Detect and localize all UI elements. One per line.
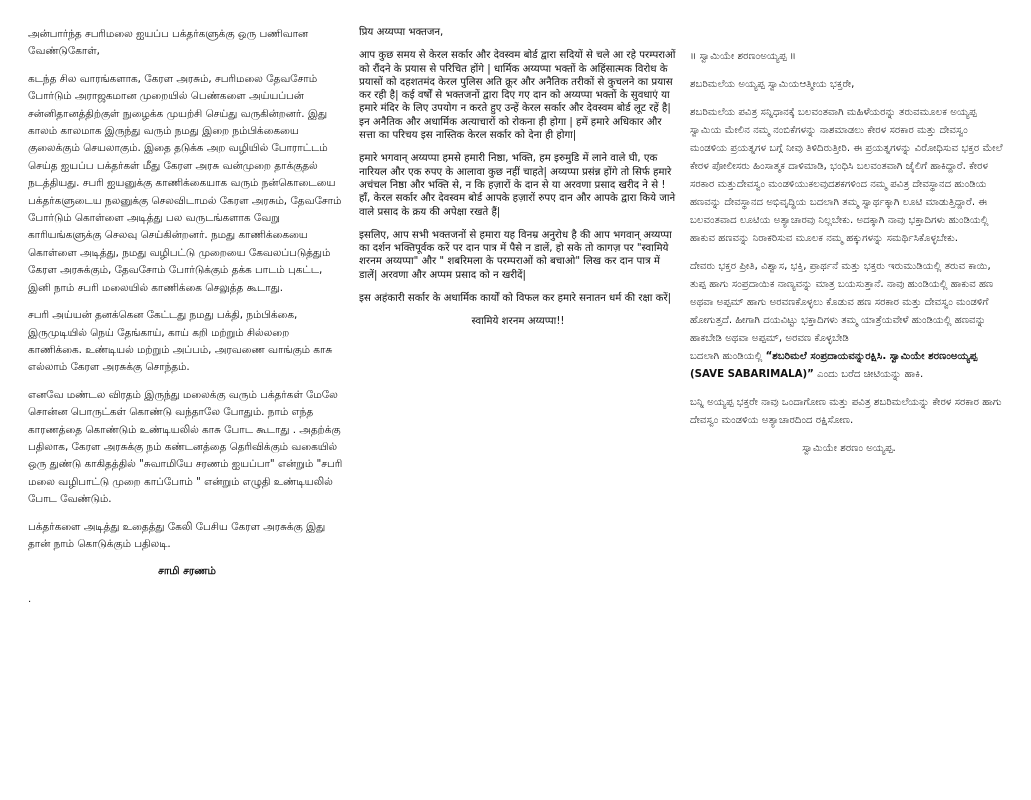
hindi-paragraph-2: हमारे भगवान् अय्यप्पा हमसे हमारी निष्ठा, भक्ति, हम इरुमुडि में लाने वाले घी, एक नारियल और एक रुपए के आलावा कुछ नहीं चाहते| अय्यप्पा प्रसंन्न होंगे तो सिर्फ हमारे अचंचल निष्ठा और भक्ति से, न कि हज़ारों के दान से या अरवणा प्रसाद खरीद ने से ! हाँ, केरल सर्कार और देवस्वम बोर्ड आपके हज़ारों रुपए दान और आपके द्वारा किये जाने वाले प्रसाद के क्रय की अपेक्षा रखते हैं| [359, 153, 676, 218]
tamil-paragraph-1: கடந்த சில வாரங்களாக, கேரள அரசும், சபரிமலை தேவசோம் போர்டும் அராஜகமான முறையில் பெண்களை அய்யப்பன் சன்னிதானத்திற்குள் நுழைக்க முயற்சி செய்து வருகின்றனர். இது காலம் காலமாக இருந்து வரும் நமது இறை நம்பிக்கையை குலைக்கும் செயலாகும். இதை தடுக்க அற வழியில் போராட்டம் செய்த ஐயப்ப பக்தர்கள் மீது கேரள அரசு வன்முறை தாக்குதல் நடத்தியது. சபரி ஐயனுக்கு காணிக்கையாக வரும் நன்கொடையை பக்தர்களுடைய நலனுக்கு செலவிடாமல் கேரள அரசும், தேவசோம் போர்டும் கொள்ளை அடித்து பல வருடங்களாக வேறு காரியங்களுக்கு செலவு செய்கின்றனர். நமது காணிக்கையை கொள்ளை அடித்து, நமது வழிபட்டு முறையை கேவலப்படுத்தும் கேரள அரசுக்கும், தேவசோம் போர்டுக்கும் தக்க பாடம் புகட்ட, இனி நாம் சபரி மலையில் காணிக்கை செலுத்த கூடாது. [28, 72, 342, 294]
kannada-closing: ಸ್ವಾಮಿಯೇ ಶರಣಂ ಅಯ್ಯಪ್ಪ. [802, 443, 896, 454]
kannada-instruction-english: (SAVE SABARIMALA) [690, 369, 808, 380]
hindi-column [359, 26, 677, 339]
tamil-closing: சாமி சரணம் [158, 565, 216, 578]
kannada-instruction-lead: ಬದಲಾಗಿ ಹುಂಡಿಯಲ್ಲಿ [690, 351, 763, 362]
tamil-column [28, 26, 346, 608]
hindi-closing: स्वामिये शरनम अय्यप्पा!! [471, 316, 565, 328]
stray-dot: . [28, 593, 32, 605]
kannada-instruction-quote: ” [807, 369, 814, 380]
tamil-paragraph-2: சபரி அய்யன் தனக்கென கேட்டது நமது பக்தி, நம்பிக்கை, இருமுடியில் நெய் தேங்காய், காய் கறி மற்றும் சில்லறை காணிக்கை. உண்டியல் மற்றும் அப்பம், அரவணை வாங்கும் காசு எல்லாம் கேரள அரசுக்கு சொந்தம். [28, 309, 333, 374]
hindi-paragraph-1: आप कुछ समय से केरल सर्कार और देवस्वम बोर्ड द्वारा सदियों से चले आ रहे परम्पराओं को रौंदने के प्रयास से परिचित होंगे | धार्मिक अय्यप्पा भक्तों के अहिंसात्मक विरोध के प्रयासों को दहशतमंद केरल पुलिस अति क्रूर और अनैतिक तरीकों से कुचलने का प्रयास कर रही है| कई वर्षों से भक्तजनों द्वारा दिए गए दान को अय्यप्पा भक्तों के सुवधाएं या हमारे मंदिर के लिए उपयोग न करते हुए उन्हें केरल सर्कार और देवस्वम बोर्ड लूट रहें है| इन अनैतिक और अधार्मिक अत्याचारों को रोकना ही होगा | हमें हमारे अधिकार और सत्ता का परिचय इस नास्तिक केरल सर्कार को देना ही होगा| [359, 50, 676, 142]
hindi-salutation: प्रिय अय्यप्पा भक्तजन, [359, 27, 444, 38]
tamil-salutation: அன்பார்ந்த சபரிமலை ஐயப்ப பக்தர்களுக்கு ஒரு பணிவான வேண்டுகோள், [28, 28, 309, 58]
kannada-salutation: ಶಬರಿಮಲೆಯ ಅಯ್ಯಪ್ಪ ಸ್ವಾಮಿಯಆತ್ಮೀಯ ಭಕ್ತರೇ, [690, 79, 855, 90]
kannada-column [690, 48, 1008, 468]
kannada-instruction-bold: “ಶಬರಿಮಲೆ ಸಂಪ್ರದಾಯವನ್ನುರಕ್ಷಿಸಿ. ಸ್ವಾಮಿಯೇ ಶರಣಂಅಯ್ಯಪ್ಪ [765, 351, 978, 362]
kannada-instruction-tail: ಎಂದು ಬರೆದ ಚೀಟಿಯನ್ನು ಹಾಕಿ. [817, 369, 924, 380]
tamil-paragraph-4: பக்தர்களை அடித்து உதைத்து கேலி பேசிய கேரள அரசுக்கு இது தான் நாம் கொடுக்கும் பதிலடி. [28, 520, 326, 550]
hindi-paragraph-4: इस अहंकारी सर्कार के अधार्मिक कार्यों को विफल कर हमारे सनातन धर्म की रक्षा करें| [359, 293, 672, 305]
hindi-paragraph-3: इसलिए, आप सभी भक्तजनों से हमारा यह विनम्र अनुरोध है की आप भगवान् अय्यप्पा का दर्शन भक्तिपूर्वक करें पर दान पात्र में पैसे न डालें, हो सके तो कागज़ पर "स्वामिये शरनम अय्यप्पा" और " शबरिमला के परम्पराओं को बचाओ" लिख कर दान पात्र में डालें| अरवणा और अप्पम प्रसाद को न खरीदें| [359, 229, 672, 281]
kannada-paragraph-1: ಶಬರಿಮಲೆಯ ಪವಿತ್ರ ಸನ್ನಿಧಾನಕ್ಕೆ ಬಲವಂತವಾಗಿ ಮಹಿಳೆಯರನ್ನು ತರುವಮೂಲಕ ಅಯ್ಯಪ್ಪ ಸ್ವಾಮಿಯ ಮೇಲಿನ ನಮ್ಮ ನಂಬಿಕೆಗಳನ್ನು ನಾಶಮಾಡಲು ಕೇರಳ ಸರಕಾರ ಮತ್ತು ದೇವಸ್ವಂ ಮಂಡಳಿಯ ಪ್ರಯತ್ನಗಳ ಬಗ್ಗೆ ನೀವು ತಿಳಿದಿರುತ್ತೀರಿ. ಈ ಪ್ರಯತ್ನಗಳನ್ನು ವಿರೋಧಿಸುವ ಭಕ್ತರ ಮೇಲೆ ಕೇರಳ ಪೋಲೀಸರು ಹಿಂಸಾತ್ಮಕ ದಾಳಿಮಾಡಿ, ಭಂಧಿಸಿ ಬಲವಂತವಾಗಿ ಜೈಲಿಗೆ ಹಾಕಿದ್ದಾರೆ. ಕೇರಳ ಸರಕಾರ ಮತ್ತುದೇವಸ್ವಂ ಮಂಡಳಿಯುಕಲವುದಶಕಗಳಿಂದ ನಮ್ಮ ಪವಿತ್ರ ದೇವಸ್ಥಾನದ ಹುಂಡಿಯ ಹಣವನ್ನು ದೇವಸ್ಥಾನದ ಅಭಿವೃದ್ಧಿಯ ಬದಲಾಗಿ ತಮ್ಮ ಸ್ವಾರ್ಥಕ್ಕಾಗಿ ಲೂಟಿ ಮಾಡುತ್ತಿದ್ದಾರೆ. ಈ ಬಲವಂತವಾದ ಲೂಟಿಯ ಅತ್ಯಾಚಾರವು ನಿಲ್ಲಬೇಕು. ಅದಕ್ಕಾಗಿ ನಾವು ಭಕ್ತಾದಿಗಳು ಹುಂಡಿಯಲ್ಲಿ ಹಾಕುವ ಹಣವನ್ನು ನಿರಾಕರಿಸುವ ಮೂಲಕ ನಮ್ಮ ಹಕ್ಕುಗಳನ್ನು ಸಮರ್ಥಿಸಿಕೊಳ್ಳಬೇಕು. [690, 107, 1003, 244]
kannada-paragraph-3: ಬನ್ನಿ ಅಯ್ಯಪ್ಪ ಭಕ್ತರೇ ನಾವು ಒಂದಾಗೋಣ ಮತ್ತು ಪವಿತ್ರ ಶಬರಿಮಲೆಯನ್ನು ಕೇರಳ ಸರಕಾರ ಹಾಗು ದೇವಸ್ವಂ ಮಂಡಳಿಯ ಅತ್ಯಾಚಾರದಿಂದ ರಕ್ಷಿಸೋಣ. [690, 397, 1002, 426]
tamil-paragraph-3: எனவே மண்டல விரதம் இருந்து மலைக்கு வரும் பக்தர்கள் மேலே சொன்ன பொருட்கள் கொண்டு வந்தாலே போதும். நாம் எந்த காரணத்தை கொண்டும் உண்டியலில் காசு போட கூடாது . அதற்க்கு பதிலாக, கேரள அரசுக்கு நம் கண்டனத்தை தெரிவிக்கும் வகையில் ஒரு துண்டு காகிதத்தில் "சுவாமியே சரணம் ஐயப்பா" என்றும் "சபரி மலை வழிபாட்டு முறை காப்போம் " என்றும் எழுதி உண்டியலில் போட வேண்டும். [28, 388, 343, 506]
kannada-paragraph-2 [690, 258, 1008, 348]
kannada-invocation: ॥ ಸ್ವಾಮಿಯೇ ಶರಣಂಅಯ್ಯಪ್ಪ ॥ [690, 51, 797, 62]
kannada-paragraph-2-text: ದೇವರು ಭಕ್ತರ ಪ್ರೀತಿ, ವಿಶ್ವಾಸ, ಭಕ್ತಿ, ಪ್ರಾರ್ಥನೆ ಮತ್ತು ಭಕ್ತರು ಇರುಮುಡಿಯಲ್ಲಿ ತರುವ ಕಾಯಿ, ತುಪ್ಪ ಹಾಗು ಸಂಪ್ರದಾಯಿಕ ನಾಣ್ಯವನ್ನು ಮಾತ್ರ ಬಯಸುತ್ತಾನೆ. ನಾವು ಹುಂಡಿಯಲ್ಲಿ ಹಾಕುವ ಹಣ ಅಥವಾ ಅಪ್ಪಮ್ ಹಾಗು ಅರವಣಕೊಳ್ಳಲು ಕೊಡುವ ಹಣ ಸರಕಾರ ಮತ್ತು ದೇವಸ್ವಂ ಮಂಡಳಿಗೆ ಹೋಗುತ್ತದೆ. ಹೀಗಾಗಿ ದಯವಿಟ್ಟು ಭಕ್ತಾದಿಗಳು ತಮ್ಮ ಯಾತ್ರೆಯವೇಳೆ ಹುಂಡಿಯಲ್ಲಿ ಹಣವನ್ನು ಹಾಕಬೇಡಿ ಅಥವಾ ಅಪ್ಪಮ್, ಅರವಣ ಕೊಳ್ಳಬೇಡಿ [690, 261, 994, 344]
kannada-instruction [690, 348, 1008, 384]
